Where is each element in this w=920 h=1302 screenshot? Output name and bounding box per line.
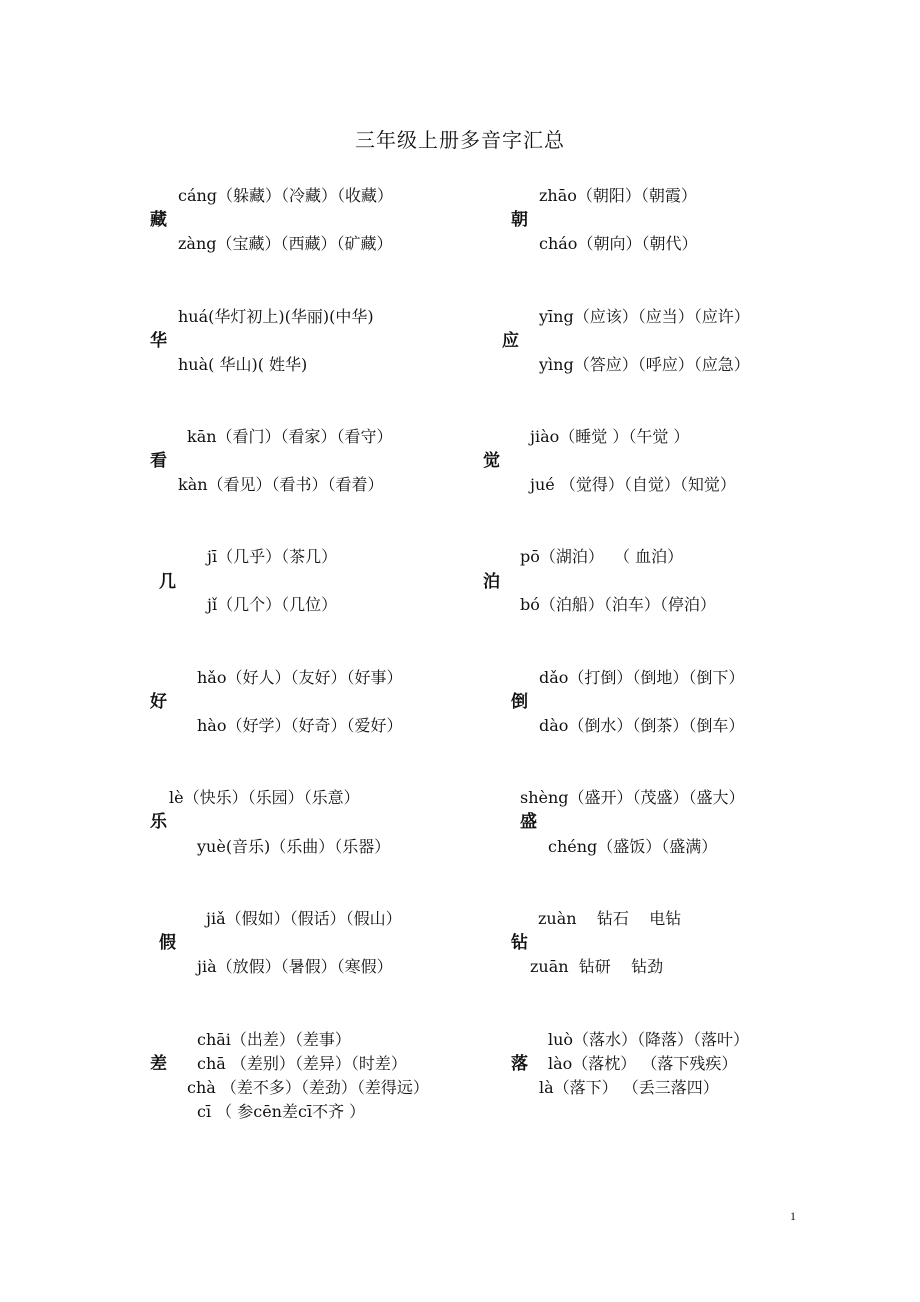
page-number: 1 (790, 1209, 796, 1223)
reading-1: dǎo（打倒）（倒地）（倒下） (539, 668, 745, 687)
reading-1: jī（几乎）（茶几） (207, 547, 338, 566)
polyphone-char: 假 (159, 933, 176, 953)
polyphone-char: 乐 (150, 812, 167, 832)
reading-2: yìng（答应）（呼应）（应急） (539, 355, 750, 374)
reading-2: lào（落枕） （落下残疾） (548, 1054, 738, 1073)
reading-1: cáng（躲藏）（冷藏）（收藏） (178, 186, 394, 205)
reading-2: zàng（宝藏）（西藏）（矿藏） (178, 234, 393, 253)
document-title: 三年级上册多音字汇总 (355, 128, 565, 152)
reading-2: jué （觉得）（自觉）（知觉） (530, 475, 736, 494)
reading-2: cháo（朝向）（朝代） (539, 234, 698, 253)
polyphone-char: 倒 (511, 692, 528, 712)
reading-2: zuān 钻研 钻劲 (530, 957, 664, 976)
reading-2: jǐ（几个）（几位） (207, 595, 338, 614)
polyphone-char: 藏 (150, 210, 167, 230)
reading-2: hào（好学）（好奇）（爱好） (197, 716, 403, 735)
reading-2: chéng（盛饭）（盛满） (548, 837, 718, 856)
reading-1: huá(华灯初上)(华丽)(中华) (178, 307, 374, 326)
reading-1: kān（看门）（看家）（看守） (187, 427, 393, 446)
reading-2: yuè(音乐)（乐曲）（乐器） (197, 837, 391, 856)
reading-1: yīng（应该）（应当）（应许） (539, 307, 750, 326)
reading-2: chā （差别）（差异）（时差） (197, 1054, 407, 1073)
reading-1: zhāo（朝阳）（朝霞） (539, 186, 697, 205)
reading-1: shèng（盛开）（茂盛）（盛大） (520, 788, 745, 807)
polyphone-char: 差 (150, 1054, 167, 1074)
reading-2: dào（倒水）（倒茶）（倒车） (539, 716, 745, 735)
reading-1: jiào（睡觉 ）（午觉 ） (530, 427, 690, 446)
polyphone-char: 落 (511, 1054, 528, 1074)
reading-1: pō（湖泊） （ 血泊） (520, 547, 684, 566)
reading-1: jiǎ（假如）（假话）（假山） (206, 909, 402, 928)
reading-2: kàn（看见）（看书）（看着） (178, 475, 384, 494)
polyphone-char: 盛 (520, 812, 537, 832)
polyphone-char: 朝 (511, 210, 528, 230)
polyphone-char: 觉 (483, 451, 500, 471)
reading-1: luò（落水）（降落）（落叶） (548, 1030, 750, 1049)
polyphone-char: 看 (150, 451, 167, 471)
reading-2: bó（泊船）（泊车）（停泊） (520, 595, 716, 614)
reading-2: jià（放假）（暑假）（寒假） (197, 957, 393, 976)
reading-2: huà( 华山)( 姓华) (178, 355, 308, 374)
reading-4: cī （ 参cēn差cī不齐 ） (197, 1102, 366, 1121)
polyphone-char: 华 (150, 331, 167, 351)
reading-1: chāi（出差）（差事） (197, 1030, 351, 1049)
reading-1: hǎo（好人）（友好）（好事） (197, 668, 403, 687)
reading-3: là（落下） （丢三落四） (539, 1078, 719, 1097)
polyphone-char: 应 (502, 331, 519, 351)
polyphone-char: 好 (150, 692, 167, 712)
reading-1: lè（快乐）（乐园）（乐意） (169, 788, 360, 807)
polyphone-char: 几 (159, 572, 176, 592)
polyphone-char: 泊 (483, 572, 500, 592)
polyphone-char: 钻 (511, 933, 528, 953)
reading-1: zuàn 钻石 电钻 (538, 909, 682, 928)
reading-3: chà （差不多）（差劲）（差得远） (187, 1078, 429, 1097)
